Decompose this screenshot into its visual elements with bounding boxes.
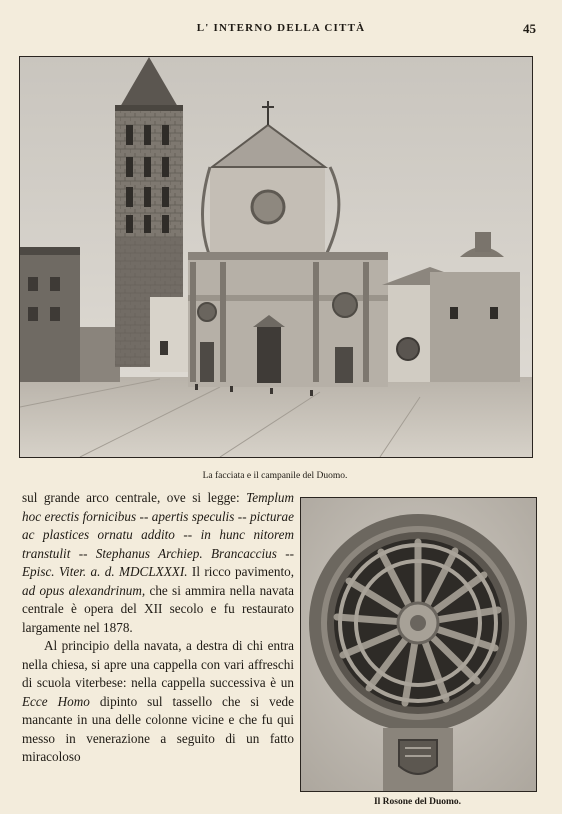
rosone-photo	[300, 497, 537, 792]
paragraph-2	[22, 637, 294, 767]
ecce-homo: Ecce Homo	[22, 693, 90, 709]
body-text	[22, 489, 294, 767]
cathedral-illustration	[20, 57, 532, 457]
opus-alexandrinum: ad opus alexandrinum,	[22, 582, 146, 598]
running-title: L' INTERNO DELLA CITTÀ	[196, 22, 366, 34]
paragraph-1-intro: sul grande arco centrale, ove si legge:	[22, 490, 240, 505]
paragraph-1-floor: Il ricco pavimento,	[191, 564, 295, 579]
paragraph-2-intro: Al principio della navata, a destra di chi entra nella chiesa, si apre una cappella con vari affreschi di scuola viterbese: nella cappella successiva è un	[22, 638, 294, 690]
latin-inscription: Templum hoc erectis fornicibus -- apertis speculis -- picturae ac plastices ornatu addito -- in hunc nitorem transtulit -- Stephanus Archiep. Brancaccius -- Episc. Viter. a. d. MDCLXXXI.	[22, 490, 295, 579]
paragraph-1	[22, 489, 294, 637]
facade-photo	[19, 56, 533, 458]
rose-window-illustration	[301, 498, 536, 791]
paragraph-1-rest: che si ammira nella navata centrale è opera del XII secolo e fu restaurato largamente nel 1878.	[22, 582, 294, 635]
running-head	[0, 22, 562, 38]
page-number: 45	[523, 21, 536, 36]
rosone-caption: Il Rosone del Duomo.	[373, 797, 462, 807]
facade-caption: La facciata e il campanile del Duomo.	[202, 471, 348, 481]
paragraph-2-rest: dipinto sul tassello che si vede mancante in una delle colonne vicine e che fu qui messo in venerazione a seguito di un fatto miracoloso	[22, 693, 294, 764]
